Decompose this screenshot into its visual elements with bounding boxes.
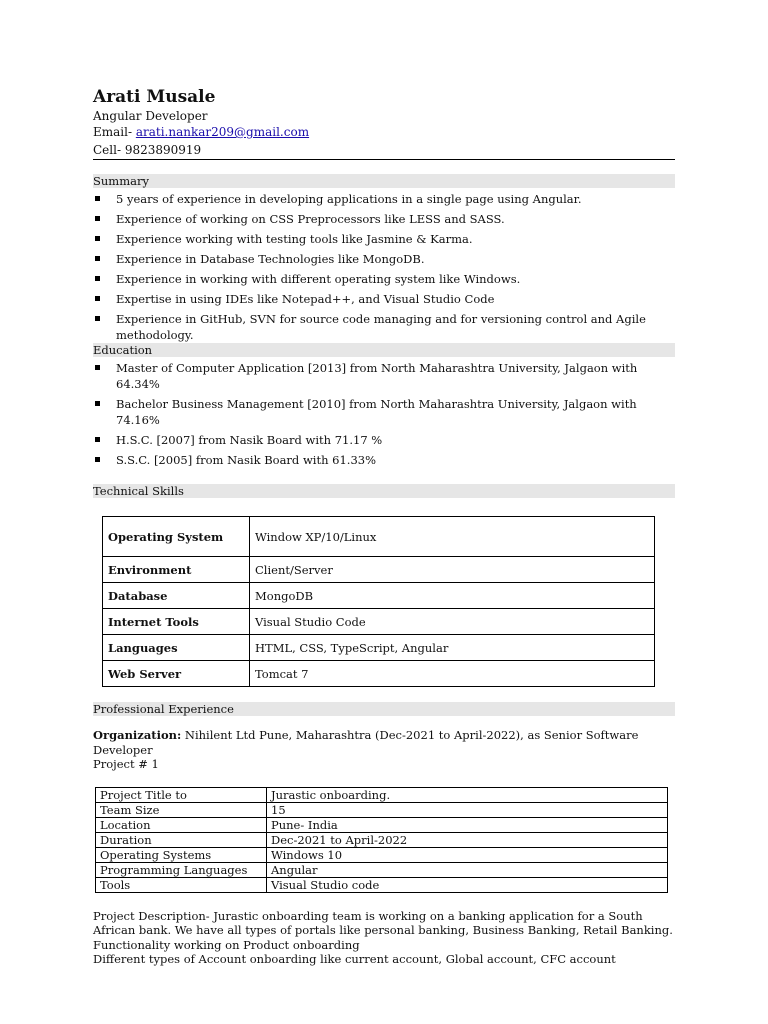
list-item: Expertise in using IDEs like Notepad++, and Visual Studio Code [93,291,675,307]
resume-page [93,86,675,967]
project-value: Windows 10 [267,847,668,862]
list-item: Experience in GitHub, SVN for source code managing and for versioning control and Agile methodology. [93,311,675,343]
skills-heading: Technical Skills [93,484,675,498]
skills-value: Client/Server [250,557,655,583]
table-row [96,817,668,832]
list-item: Experience of working on CSS Preprocessors like LESS and SASS. [93,211,675,227]
table-row [103,635,655,661]
organization-label: Organization: [93,728,182,742]
skills-value: Tomcat 7 [250,661,655,687]
project-value: 15 [267,802,668,817]
table-row [96,847,668,862]
list-item: S.S.C. [2005] from Nasik Board with 61.33% [93,452,675,468]
email-label: Email- [93,125,136,139]
summary-heading: Summary [93,174,675,188]
skills-key: Web Server [103,661,250,687]
project-key: Duration [96,832,267,847]
table-row [96,802,668,817]
project-description-2: Different types of Account onboarding like current account, Global account, CFC account [93,952,616,966]
table-row [96,877,668,892]
skills-value: Visual Studio Code [250,609,655,635]
project-number: Project # 1 [93,757,159,771]
table-row [103,517,655,557]
list-item: Experience in working with different operating system like Windows. [93,271,675,287]
skills-value: MongoDB [250,583,655,609]
project-value: Pune- India [267,817,668,832]
project-value: Jurastic onboarding. [267,787,668,802]
skills-key: Environment [103,557,250,583]
candidate-name: Arati Musale [93,87,216,107]
cell-line: Cell- 9823890919 [93,142,675,160]
table-row [103,583,655,609]
project-value: Dec-2021 to April-2022 [267,832,668,847]
project-key: Project Title to [96,787,267,802]
table-row [96,832,668,847]
experience-heading: Professional Experience [93,702,675,716]
summary-list [93,191,675,343]
skills-table [102,516,655,687]
skills-value: Window XP/10/Linux [250,517,655,557]
skills-key: Internet Tools [103,609,250,635]
job-title: Angular Developer [93,109,208,123]
list-item: Experience working with testing tools like Jasmine & Karma. [93,231,675,247]
education-list [93,360,675,468]
project-key: Operating Systems [96,847,267,862]
email-link[interactable]: arati.nankar209@gmail.com [135,125,310,139]
organization-line [93,728,675,757]
skills-key: Database [103,583,250,609]
list-item: 5 years of experience in developing applications in a single page using Angular. [93,191,675,207]
project-key: Tools [96,877,267,892]
list-item: Experience in Database Technologies like MongoDB. [93,251,675,267]
project-key: Programming Languages [96,862,267,877]
project-key: Team Size [96,802,267,817]
skills-key: Languages [103,635,250,661]
skills-value: HTML, CSS, TypeScript, Angular [250,635,655,661]
project-value: Visual Studio code [267,877,668,892]
education-heading: Education [93,343,675,357]
project-value: Angular [267,862,668,877]
table-row [103,609,655,635]
project-key: Location [96,817,267,832]
project-description: Project Description- Jurastic onboarding team is working on a banking application for a South African bank. We have all types of portals like personal banking, Business Banking, Retail Banking. Functionality working on Product onboarding [93,908,673,952]
list-item: Bachelor Business Management [2010] from North Maharashtra University, Jalgaon with 74.16% [93,396,675,428]
organization-text: Nihilent Ltd Pune, Maharashtra (Dec-2021 to April-2022), as Senior Software Developer [93,728,639,757]
list-item: H.S.C. [2007] from Nasik Board with 71.17 % [93,432,675,448]
table-row [103,661,655,687]
skills-key: Operating System [103,517,250,557]
table-row [103,557,655,583]
list-item: Master of Computer Application [2013] from North Maharashtra University, Jalgaon with 64.34% [93,360,675,392]
project-table [95,787,668,893]
email-line [93,124,675,140]
table-row [96,787,668,802]
table-row [96,862,668,877]
